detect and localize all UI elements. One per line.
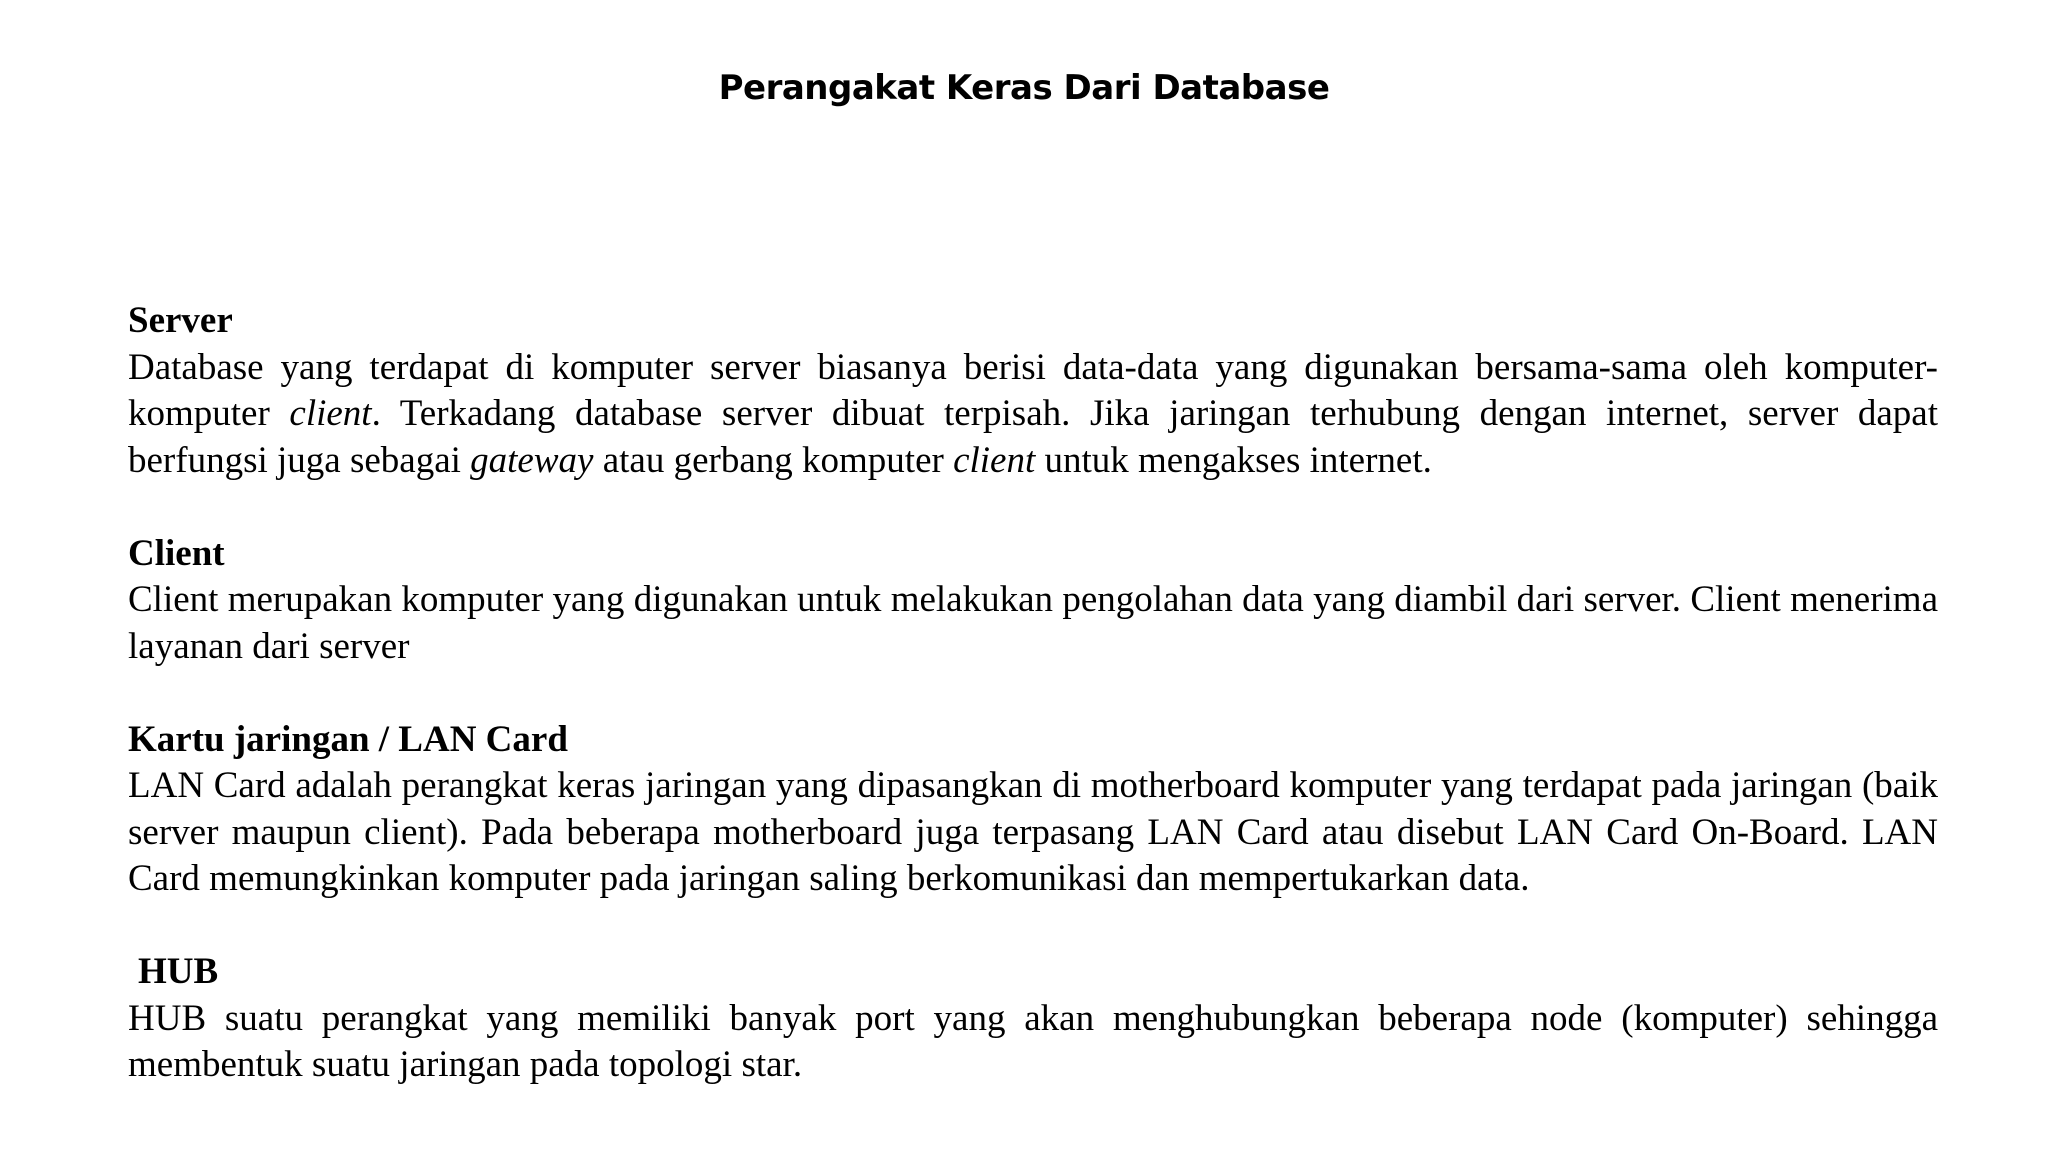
- server-italic-gateway: gateway: [470, 439, 594, 481]
- server-text-part-2: . Terkadang database server dibuat terpisah. Jika jaringan terhubung dengan internet, server dapat berfungsi juga sebagai: [128, 393, 1938, 481]
- section-text-client: Client merupakan komputer yang digunakan untuk melakukan pengolahan data yang diambil dari server. Client menerima layanan dari server: [128, 579, 1938, 667]
- section-text-hub: HUB suatu perangkat yang memiliki banyak port yang akan menghubungkan beberapa node (komputer) sehingga membentuk suatu jaringan pada topologi star.: [128, 997, 1938, 1085]
- server-italic-client-2: client: [953, 439, 1036, 481]
- section-hub: [128, 949, 1938, 1089]
- section-server: [128, 298, 1938, 484]
- section-lan-card: [128, 717, 1938, 903]
- section-heading-hub: HUB: [138, 951, 219, 992]
- section-heading-lan-card: Kartu jaringan / LAN Card: [128, 718, 568, 760]
- section-text-lan-card: LAN Card adalah perangkat keras jaringan yang dipasangkan di motherboard komputer yang terdapat pada jaringan (baik server maupun client). Pada beberapa motherboard juga terpasang LAN Card atau disebut LAN Card On-Board. LAN Card memungkinkan komputer pada jaringan saling berkomunikasi dan mempertukarkan data.: [128, 765, 1938, 899]
- page-title: Perangakat Keras Dari Database: [718, 68, 1330, 108]
- section-heading-server: Server: [128, 300, 233, 341]
- slide-content: [128, 298, 1938, 1135]
- server-text-part-1: Database yang terdapat di komputer server biasanya berisi data-data yang digunakan bersama-sama oleh komputer-komputer: [128, 346, 1938, 434]
- section-client: [128, 531, 1938, 671]
- section-heading-client: Client: [128, 532, 225, 574]
- server-italic-client-1: client: [289, 393, 372, 434]
- server-text-part-4: untuk mengakses internet.: [1035, 439, 1432, 481]
- server-text-part-3: atau gerbang komputer: [593, 439, 954, 481]
- section-text-server: [128, 345, 1938, 485]
